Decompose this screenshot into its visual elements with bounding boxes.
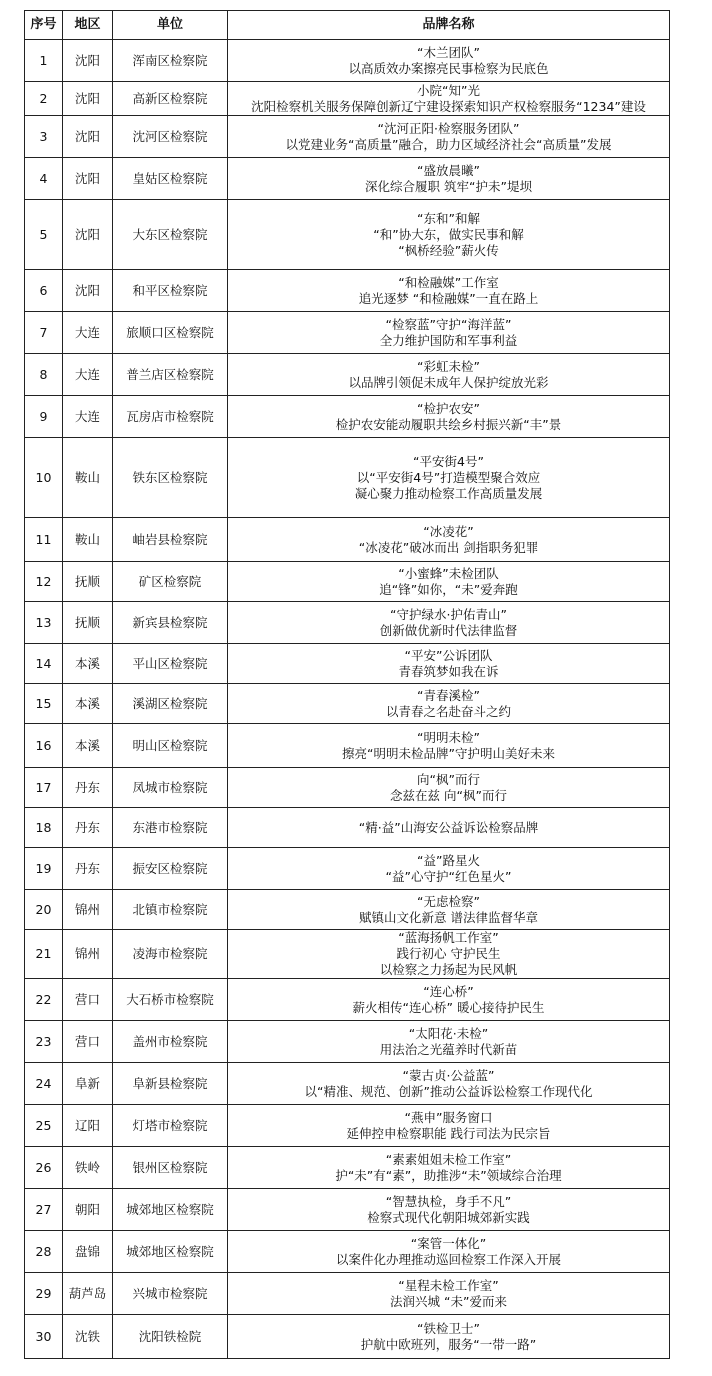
row-brand-name <box>228 1189 670 1231</box>
brand-line: 以案件化办理推动巡回检察工作深入开展 <box>335 1251 561 1267</box>
brand-line: 深化综合履职 筑牢“护未”堤坝 <box>365 178 532 194</box>
row-brand-name <box>228 562 670 602</box>
row-area: 鞍山 <box>63 438 113 518</box>
brand-line: 以品牌引领促未成年人保护绽放光彩 <box>348 374 549 390</box>
row-number: 14 <box>25 644 63 684</box>
row-area: 铁岭 <box>63 1147 113 1189</box>
row-area: 沈铁 <box>63 1315 113 1359</box>
brand-line: “益”路星火 <box>417 852 480 868</box>
brand-line: “和”协大东，做实民事和解 <box>373 226 524 242</box>
brand-line: 沈阳检察机关服务保障创新辽宁建设探索知识产权检察服务“1234”建设 <box>251 98 646 114</box>
brand-line: 青春筑梦如我在诉 <box>398 663 499 679</box>
row-brand-name <box>228 768 670 808</box>
row-unit: 明山区检察院 <box>113 724 228 768</box>
row-brand-name <box>228 1105 670 1147</box>
row-brand-name <box>228 438 670 518</box>
row-unit: 城郊地区检察院 <box>113 1189 228 1231</box>
row-area: 沈阳 <box>63 200 113 270</box>
brand-line: 念兹在兹 向“枫”而行 <box>390 787 507 803</box>
brand-line: “木兰团队” <box>417 44 480 60</box>
row-brand-name <box>228 1273 670 1315</box>
row-area: 本溪 <box>63 724 113 768</box>
table-row <box>25 438 670 518</box>
brand-line: “燕申”服务窗口 <box>404 1109 493 1125</box>
table-row <box>25 1105 670 1147</box>
row-brand-name <box>228 518 670 562</box>
row-area: 沈阳 <box>63 40 113 82</box>
row-brand-name <box>228 200 670 270</box>
row-unit: 新宾县检察院 <box>113 602 228 644</box>
table-row <box>25 354 670 396</box>
table-row <box>25 270 670 312</box>
table-row <box>25 1231 670 1273</box>
row-area: 沈阳 <box>63 82 113 116</box>
brand-line: “沈河正阳·检察服务团队” <box>377 120 520 136</box>
row-unit: 旅顺口区检察院 <box>113 312 228 354</box>
row-brand-name <box>228 848 670 890</box>
row-area: 朝阳 <box>63 1189 113 1231</box>
brand-line: 创新做优新时代法律监督 <box>379 622 518 638</box>
row-number: 15 <box>25 684 63 724</box>
table-row <box>25 644 670 684</box>
row-number: 30 <box>25 1315 63 1359</box>
brand-line: 践行初心 守护民生 <box>396 946 501 961</box>
brand-table <box>24 10 670 1359</box>
header-brand: 品牌名称 <box>228 11 670 40</box>
brand-line: 以“精准、规范、创新”推动公益诉讼检察工作现代化 <box>304 1083 593 1099</box>
row-brand-name <box>228 1147 670 1189</box>
brand-line: 擦亮“明明未检品牌”守护明山美好未来 <box>342 745 555 761</box>
row-number: 19 <box>25 848 63 890</box>
table-row <box>25 1273 670 1315</box>
header-row <box>25 11 670 40</box>
row-number: 7 <box>25 312 63 354</box>
row-unit: 北镇市检察院 <box>113 890 228 930</box>
brand-line: “无虑检察” <box>417 893 480 909</box>
row-area: 大连 <box>63 312 113 354</box>
brand-line: “平安街4号” <box>413 453 484 469</box>
table-row <box>25 116 670 158</box>
row-brand-name <box>228 312 670 354</box>
row-unit: 阜新县检察院 <box>113 1063 228 1105</box>
brand-line: 追“锋”如你，“未”爱奔跑 <box>379 581 518 597</box>
brand-line: “案管一体化” <box>410 1235 487 1251</box>
row-unit: 大石桥市检察院 <box>113 979 228 1021</box>
row-number: 29 <box>25 1273 63 1315</box>
brand-line: “星程未检工作室” <box>398 1277 499 1293</box>
row-brand-name <box>228 724 670 768</box>
row-area: 鞍山 <box>63 518 113 562</box>
brand-line: 以青春之名赴奋斗之约 <box>385 703 511 719</box>
header-unit: 单位 <box>113 11 228 40</box>
row-area: 锦州 <box>63 930 113 979</box>
row-area: 大连 <box>63 396 113 438</box>
table-row <box>25 602 670 644</box>
brand-line: “东和”和解 <box>417 210 480 226</box>
row-unit: 瓦房店市检察院 <box>113 396 228 438</box>
table-row <box>25 562 670 602</box>
row-number: 8 <box>25 354 63 396</box>
row-number: 24 <box>25 1063 63 1105</box>
row-area: 丹东 <box>63 768 113 808</box>
brand-line: 小院“知”光 <box>417 82 480 98</box>
row-brand-name <box>228 396 670 438</box>
table-row <box>25 890 670 930</box>
row-unit: 灯塔市检察院 <box>113 1105 228 1147</box>
table-row <box>25 1021 670 1063</box>
row-area: 辽阳 <box>63 1105 113 1147</box>
brand-line: “枫桥经验”薪火传 <box>398 242 499 258</box>
row-brand-name <box>228 82 670 116</box>
brand-line: “冰凌花” <box>423 523 474 539</box>
table-row <box>25 1315 670 1359</box>
row-number: 18 <box>25 808 63 848</box>
brand-line: “明明未检” <box>417 729 480 745</box>
row-unit: 沈阳铁检院 <box>113 1315 228 1359</box>
row-brand-name <box>228 644 670 684</box>
table-row <box>25 684 670 724</box>
row-number: 11 <box>25 518 63 562</box>
row-brand-name <box>228 1231 670 1273</box>
row-unit: 和平区检察院 <box>113 270 228 312</box>
row-unit: 铁东区检察院 <box>113 438 228 518</box>
row-area: 营口 <box>63 979 113 1021</box>
row-number: 26 <box>25 1147 63 1189</box>
row-unit: 大东区检察院 <box>113 200 228 270</box>
table-row <box>25 200 670 270</box>
brand-line: “青春溪检” <box>417 687 480 703</box>
row-unit: 兴城市检察院 <box>113 1273 228 1315</box>
table-row <box>25 768 670 808</box>
row-number: 17 <box>25 768 63 808</box>
row-number: 4 <box>25 158 63 200</box>
brand-line: “平安”公诉团队 <box>404 647 493 663</box>
row-unit: 皇姑区检察院 <box>113 158 228 200</box>
row-unit: 溪湖区检察院 <box>113 684 228 724</box>
row-area: 阜新 <box>63 1063 113 1105</box>
table-row <box>25 979 670 1021</box>
brand-line: 护航中欧班列，服务“一带一路” <box>360 1336 537 1352</box>
row-unit: 普兰店区检察院 <box>113 354 228 396</box>
row-brand-name <box>228 1063 670 1105</box>
row-number: 28 <box>25 1231 63 1273</box>
row-brand-name <box>228 979 670 1021</box>
row-number: 23 <box>25 1021 63 1063</box>
table-row <box>25 1063 670 1105</box>
row-number: 1 <box>25 40 63 82</box>
brand-line: 护“未”有“素”，助推涉“未”领域综合治理 <box>335 1167 562 1183</box>
brand-line: 延伸控申检察职能 践行司法为民宗旨 <box>346 1125 551 1141</box>
row-brand-name <box>228 1021 670 1063</box>
row-number: 20 <box>25 890 63 930</box>
brand-line: 薪火相传“连心桥” 暖心接待护民生 <box>352 999 545 1015</box>
row-unit: 岫岩县检察院 <box>113 518 228 562</box>
table-row <box>25 1147 670 1189</box>
row-unit: 城郊地区检察院 <box>113 1231 228 1273</box>
brand-line: 全力维护国防和军事利益 <box>379 332 518 348</box>
row-brand-name <box>228 602 670 644</box>
header-area: 地区 <box>63 11 113 40</box>
table-row <box>25 1189 670 1231</box>
brand-line: “冰凌花”破冰而出 剑指职务犯罪 <box>358 539 539 555</box>
row-unit: 矿区检察院 <box>113 562 228 602</box>
brand-line: “和检融媒”工作室 <box>398 274 499 290</box>
brand-line: 以“平安街4号”打造模型聚合效应 <box>356 469 541 485</box>
row-number: 3 <box>25 116 63 158</box>
table-row <box>25 808 670 848</box>
row-brand-name <box>228 684 670 724</box>
table-row <box>25 518 670 562</box>
brand-line: “彩虹未检” <box>417 358 480 374</box>
row-unit: 凤城市检察院 <box>113 768 228 808</box>
brand-line: 凝心聚力推动检察工作高质量发展 <box>354 485 543 501</box>
brand-line: 用法治之光蕴养时代新苗 <box>379 1041 518 1057</box>
table-body <box>25 40 670 1359</box>
brand-line: 检察式现代化朝阳城郊新实践 <box>367 1209 530 1225</box>
brand-line: “小蜜蜂”未检团队 <box>398 565 499 581</box>
row-brand-name <box>228 116 670 158</box>
brand-line: “蒙古贞·公益蓝” <box>402 1067 495 1083</box>
row-area: 抚顺 <box>63 602 113 644</box>
row-number: 21 <box>25 930 63 979</box>
brand-line: 追光逐梦 “和检融媒”一直在路上 <box>358 290 539 306</box>
table-row <box>25 82 670 116</box>
row-area: 沈阳 <box>63 116 113 158</box>
brand-line: 以高质效办案擦亮民事检察为民底色 <box>348 60 549 76</box>
brand-line: “蓝海扬帆工作室” <box>398 930 499 945</box>
row-area: 葫芦岛 <box>63 1273 113 1315</box>
row-brand-name <box>228 930 670 979</box>
brand-line: “太阳花·未检” <box>408 1025 489 1041</box>
row-unit: 东港市检察院 <box>113 808 228 848</box>
row-number: 25 <box>25 1105 63 1147</box>
row-area: 抚顺 <box>63 562 113 602</box>
brand-line: 以检察之力扬起为民风帆 <box>379 962 518 977</box>
row-number: 6 <box>25 270 63 312</box>
brand-line: 赋镇山文化新意 谱法律监督华章 <box>359 909 538 925</box>
row-area: 锦州 <box>63 890 113 930</box>
brand-line: “检护农安” <box>417 400 480 416</box>
table-row <box>25 930 670 979</box>
row-unit: 振安区检察院 <box>113 848 228 890</box>
row-brand-name <box>228 890 670 930</box>
brand-line: “素素姐姐未检工作室” <box>385 1151 512 1167</box>
row-brand-name <box>228 158 670 200</box>
row-brand-name <box>228 354 670 396</box>
brand-line: “益”心守护“红色星火” <box>385 868 512 884</box>
row-area: 本溪 <box>63 684 113 724</box>
brand-line: “智慧执检，身手不凡” <box>385 1193 512 1209</box>
brand-line: “铁检卫士” <box>417 1320 480 1336</box>
brand-line: “守护绿水·护佑青山” <box>390 606 507 622</box>
table-row <box>25 848 670 890</box>
table-row <box>25 724 670 768</box>
row-number: 13 <box>25 602 63 644</box>
brand-line: “精·益”山海安公益诉讼检察品牌 <box>358 819 539 835</box>
row-unit: 银州区检察院 <box>113 1147 228 1189</box>
row-brand-name <box>228 40 670 82</box>
row-unit: 高新区检察院 <box>113 82 228 116</box>
row-area: 大连 <box>63 354 113 396</box>
row-unit: 凌海市检察院 <box>113 930 228 979</box>
row-area: 盘锦 <box>63 1231 113 1273</box>
brand-line: 检护农安能动履职共绘乡村振兴新“丰”景 <box>335 416 562 432</box>
brand-line: “连心桥” <box>423 983 474 999</box>
row-number: 9 <box>25 396 63 438</box>
row-unit: 平山区检察院 <box>113 644 228 684</box>
row-area: 沈阳 <box>63 158 113 200</box>
row-area: 本溪 <box>63 644 113 684</box>
row-unit: 沈河区检察院 <box>113 116 228 158</box>
brand-line: “盛放晨曦” <box>417 162 480 178</box>
row-number: 10 <box>25 438 63 518</box>
row-unit: 浑南区检察院 <box>113 40 228 82</box>
row-area: 营口 <box>63 1021 113 1063</box>
table-row <box>25 312 670 354</box>
row-number: 22 <box>25 979 63 1021</box>
row-area: 丹东 <box>63 848 113 890</box>
row-number: 2 <box>25 82 63 116</box>
table-row <box>25 158 670 200</box>
brand-line: 向“枫”而行 <box>417 771 480 787</box>
row-number: 16 <box>25 724 63 768</box>
row-brand-name <box>228 1315 670 1359</box>
table-row <box>25 396 670 438</box>
brand-line: 以党建业务“高质量”融合，助力区域经济社会“高质量”发展 <box>285 136 612 152</box>
row-unit: 盖州市检察院 <box>113 1021 228 1063</box>
row-brand-name <box>228 270 670 312</box>
row-brand-name <box>228 808 670 848</box>
row-number: 5 <box>25 200 63 270</box>
brand-line: 法润兴城 “未”爱而来 <box>390 1293 507 1309</box>
table-row <box>25 40 670 82</box>
row-number: 27 <box>25 1189 63 1231</box>
brand-line: “检察蓝”守护“海洋蓝” <box>385 316 512 332</box>
row-number: 12 <box>25 562 63 602</box>
header-no: 序号 <box>25 11 63 40</box>
row-area: 丹东 <box>63 808 113 848</box>
row-area: 沈阳 <box>63 270 113 312</box>
